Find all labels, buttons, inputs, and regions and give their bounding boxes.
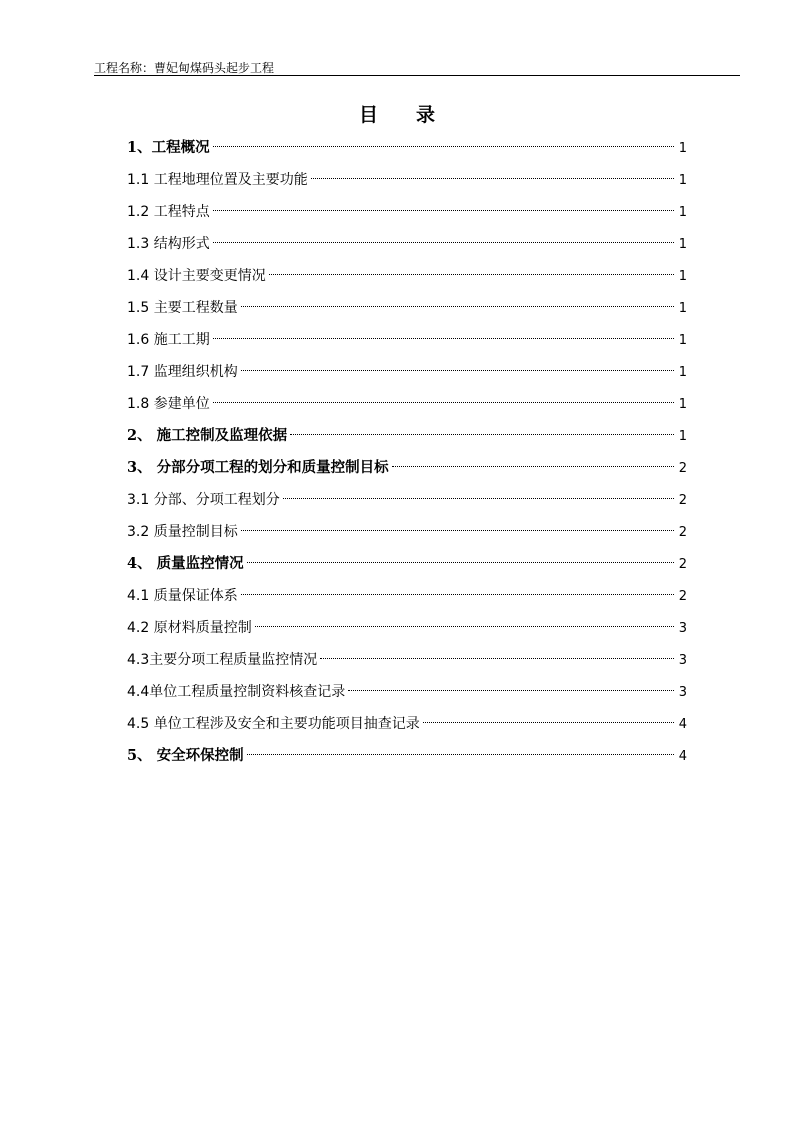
toc-leader-dots — [247, 562, 674, 563]
toc-entry-label: 4.3主要分项工程质量监控情况 — [127, 652, 318, 668]
toc-leader-dots — [241, 530, 674, 531]
toc-leader-dots — [213, 146, 674, 147]
toc-title: 目录 — [358, 104, 473, 126]
toc-entry-page: 2 — [678, 525, 687, 540]
toc-entry-page: 1 — [678, 269, 687, 284]
toc-entry-page: 2 — [678, 589, 687, 604]
toc-entry[interactable] — [127, 425, 687, 457]
toc-entry-label: 1.3 结构形式 — [127, 236, 210, 252]
toc-entry[interactable] — [127, 617, 687, 649]
toc-entry-label: 1、工程概况 — [127, 139, 210, 156]
toc-leader-dots — [213, 242, 674, 243]
toc-entry-page: 1 — [678, 333, 687, 348]
toc-entry-label: 4.5 单位工程涉及安全和主要功能项目抽查记录 — [127, 716, 420, 732]
toc-entry[interactable] — [127, 521, 687, 553]
toc-entry-label: 3.1 分部、分项工程划分 — [127, 492, 280, 508]
toc-entry[interactable] — [127, 649, 687, 681]
toc-leader-dots — [247, 754, 674, 755]
toc-entry-page: 3 — [678, 685, 687, 700]
toc-leader-dots — [241, 306, 674, 307]
toc-entry-page: 1 — [678, 173, 687, 188]
toc-entry-label: 3、 分部分项工程的划分和质量控制目标 — [127, 459, 389, 476]
toc-entry-page: 4 — [678, 717, 687, 732]
toc-entry[interactable] — [127, 393, 687, 425]
toc-entry-page: 1 — [678, 365, 687, 380]
toc-entry-label: 1.7 监理组织机构 — [127, 364, 238, 380]
toc-entry-page: 2 — [678, 461, 687, 476]
toc-leader-dots — [269, 274, 674, 275]
toc-entry[interactable] — [127, 265, 687, 297]
toc-entry[interactable] — [127, 329, 687, 361]
toc-entry[interactable] — [127, 169, 687, 201]
toc-entry-label: 5、 安全环保控制 — [127, 747, 244, 764]
toc-entry-page: 1 — [678, 397, 687, 412]
toc-leader-dots — [283, 498, 674, 499]
toc-leader-dots — [290, 434, 674, 435]
toc-leader-dots — [241, 370, 674, 371]
toc-entry[interactable] — [127, 489, 687, 521]
toc-leader-dots — [311, 178, 674, 179]
toc-entry[interactable] — [127, 137, 687, 169]
toc-entry-page: 4 — [678, 749, 687, 764]
toc-leader-dots — [392, 466, 674, 467]
toc-leader-dots — [348, 690, 674, 691]
toc-entry-page: 1 — [678, 429, 687, 444]
page-header — [94, 57, 740, 76]
toc-entry-label: 1.8 参建单位 — [127, 396, 210, 412]
toc-entry[interactable] — [127, 457, 687, 489]
toc-entry-page: 1 — [678, 141, 687, 156]
toc-entry-label: 1.1 工程地理位置及主要功能 — [127, 172, 308, 188]
toc-entry-label: 1.5 主要工程数量 — [127, 300, 238, 316]
project-name: 工程名称：曹妃甸煤码头起步工程 — [94, 61, 275, 75]
toc-entry-label: 4.4单位工程质量控制资料核查记录 — [127, 684, 346, 700]
toc-leader-dots — [320, 658, 674, 659]
toc-entry-page: 3 — [678, 653, 687, 668]
toc-leader-dots — [213, 402, 674, 403]
toc-entry-label: 3.2 质量控制目标 — [127, 524, 238, 540]
toc-entry-page: 2 — [678, 557, 687, 572]
table-of-contents — [127, 137, 687, 777]
toc-leader-dots — [255, 626, 674, 627]
toc-entry-page: 2 — [678, 493, 687, 508]
toc-entry[interactable] — [127, 201, 687, 233]
toc-entry-label: 4、 质量监控情况 — [127, 555, 244, 572]
toc-entry-page: 3 — [678, 621, 687, 636]
toc-entry[interactable] — [127, 297, 687, 329]
toc-entry-label: 4.2 原材料质量控制 — [127, 620, 252, 636]
toc-entry-label: 4.1 质量保证体系 — [127, 588, 238, 604]
toc-entry-label: 1.4 设计主要变更情况 — [127, 268, 266, 284]
toc-entry[interactable] — [127, 553, 687, 585]
toc-entry[interactable] — [127, 585, 687, 617]
toc-leader-dots — [423, 722, 674, 723]
toc-entry[interactable] — [127, 745, 687, 777]
toc-entry-page: 1 — [678, 237, 687, 252]
toc-entry-label: 1.6 施工工期 — [127, 332, 210, 348]
toc-entry[interactable] — [127, 681, 687, 713]
toc-entry-label: 2、 施工控制及监理依据 — [127, 427, 288, 444]
toc-entry[interactable] — [127, 233, 687, 265]
toc-entry[interactable] — [127, 713, 687, 745]
toc-leader-dots — [213, 210, 674, 211]
toc-entry-label: 1.2 工程特点 — [127, 204, 210, 220]
toc-leader-dots — [241, 594, 674, 595]
toc-entry-page: 1 — [678, 205, 687, 220]
toc-leader-dots — [213, 338, 674, 339]
toc-entry-page: 1 — [678, 301, 687, 316]
toc-entry[interactable] — [127, 361, 687, 393]
